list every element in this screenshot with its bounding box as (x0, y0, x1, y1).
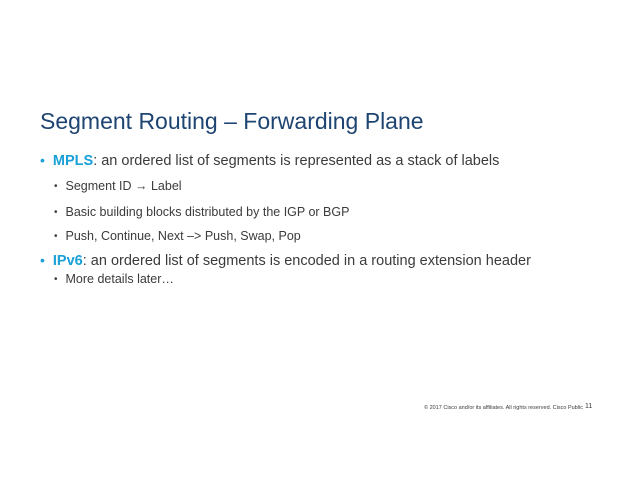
sub-bullet (54, 229, 301, 243)
bullet-text: : an ordered list of segments is encoded in a routing extension header (82, 253, 531, 269)
bullet-mpls (40, 152, 499, 169)
sub-bullet (54, 179, 182, 193)
bullet-keyword: MPLS (52, 153, 94, 169)
bullet-dot-icon: • (40, 252, 45, 268)
page-number: 11 (585, 403, 593, 410)
sub-bullet-text: More details later… (65, 272, 174, 286)
sub-bullet-dot-icon: • (54, 274, 58, 285)
sub-bullet (54, 272, 174, 286)
bullet-ipv6 (40, 252, 531, 269)
sub-bullet-dot-icon: • (54, 181, 58, 192)
sub-bullet-text: Segment ID → Label (65, 179, 182, 193)
copyright-footer: © 2017 Cisco and/or its affiliates. All rights reserved. Cisco Public (424, 405, 583, 411)
sub-bullet-dot-icon: • (54, 231, 58, 242)
sub-bullet-dot-icon: • (54, 207, 58, 218)
sub-bullet (54, 205, 349, 219)
bullet-dot-icon: • (40, 152, 45, 168)
sub-bullet-text: Push, Continue, Next –> Push, Swap, Pop (65, 229, 301, 243)
sub-bullet-text: Basic building blocks distributed by the IGP or BGP (65, 205, 350, 219)
bullet-text: : an ordered list of segments is represented as a stack of labels (93, 153, 500, 169)
bullet-keyword: IPv6 (52, 253, 83, 269)
slide-title: Segment Routing – Forwarding Plane (40, 108, 424, 134)
